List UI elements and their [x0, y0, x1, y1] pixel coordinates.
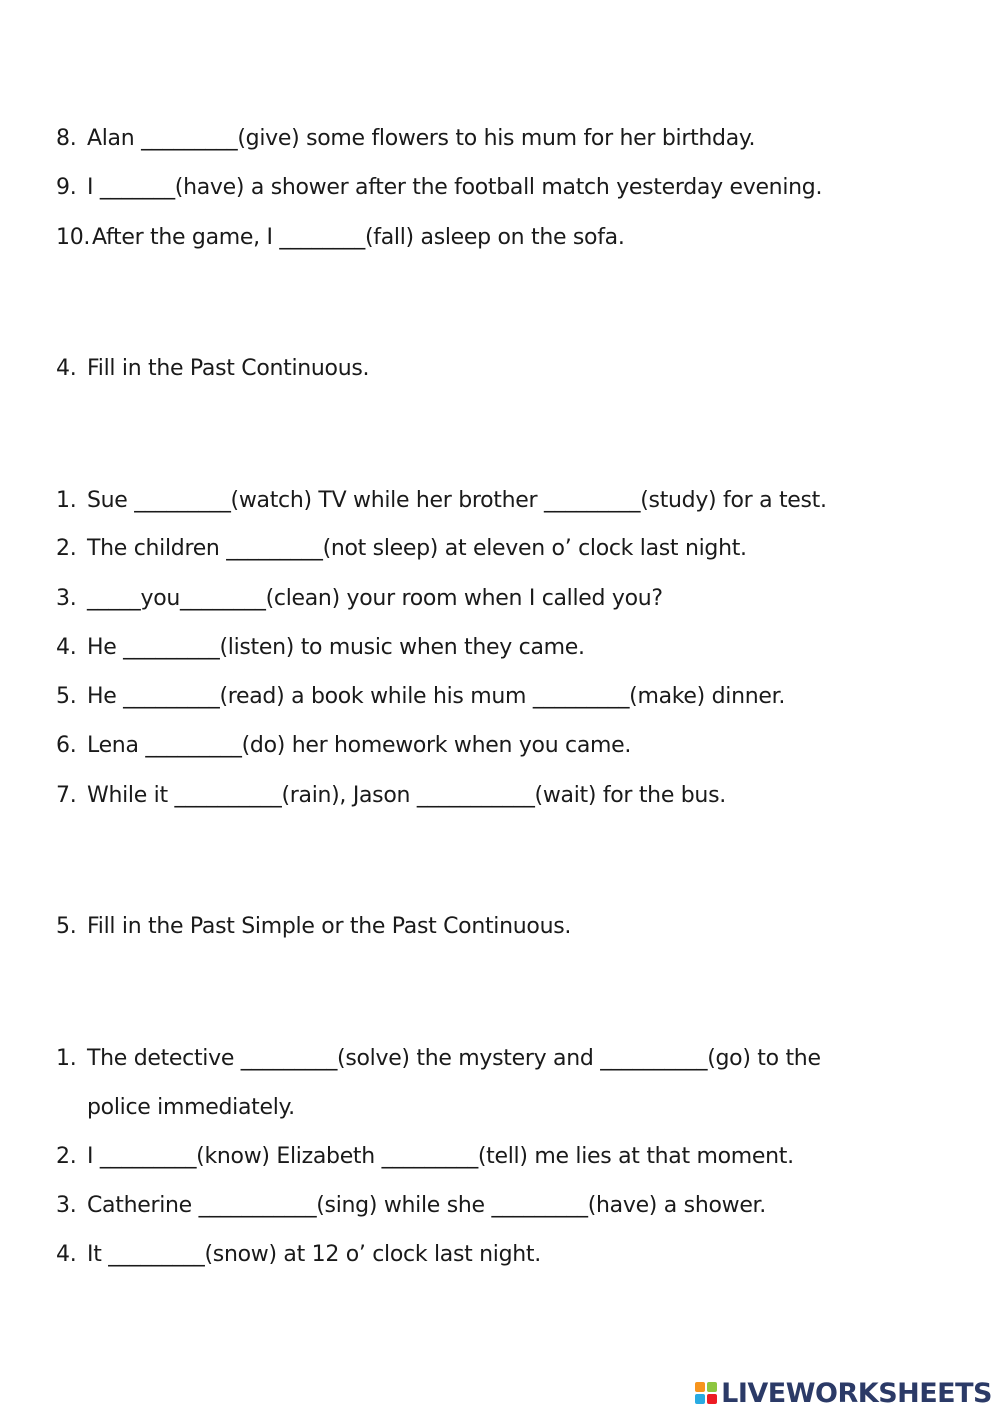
item-number: 9.: [56, 175, 77, 200]
exercise-item: [56, 223, 625, 253]
item-number: 8.: [56, 126, 77, 151]
item-continuation: police immediately.: [87, 1095, 295, 1120]
section-title: Fill in the Past Simple or the Past Continuous.: [87, 914, 572, 939]
exercise-item: [56, 682, 785, 712]
item-text: It _________(snow) at 12 o’ clock last night.: [87, 1242, 541, 1267]
item-number: 4.: [56, 635, 77, 660]
section-number: 5.: [56, 914, 77, 939]
section-heading: [56, 354, 369, 384]
item-text: While it __________(rain), Jason ___________(wait) for the bus.: [87, 783, 726, 808]
item-text: The detective _________(solve) the mystery and __________(go) to the: [87, 1046, 821, 1071]
exercise-item: [56, 584, 663, 614]
item-number: 1.: [56, 488, 77, 513]
liveworksheets-logo: [695, 1377, 992, 1409]
item-number: 7.: [56, 783, 77, 808]
item-number: 3.: [56, 1193, 77, 1218]
item-text: I _______(have) a shower after the football match yesterday evening.: [87, 175, 823, 200]
item-text: I _________(know) Elizabeth _________(tell) me lies at that moment.: [87, 1144, 794, 1169]
exercise-item: [56, 1240, 541, 1270]
section-heading: [56, 912, 571, 942]
section-title: Fill in the Past Continuous.: [87, 356, 370, 381]
exercise-item: [56, 1142, 794, 1172]
item-number: 4.: [56, 1242, 77, 1267]
exercise-item: [56, 173, 822, 203]
item-number: 5.: [56, 684, 77, 709]
item-text: Lena _________(do) her homework when you came.: [87, 733, 632, 758]
item-text: After the game, I ________(fall) asleep on the sofa.: [92, 225, 625, 250]
item-number: 2.: [56, 1144, 77, 1169]
item-text: Catherine ___________(sing) while she _________(have) a shower.: [87, 1193, 766, 1218]
item-number: 1.: [56, 1046, 77, 1071]
logo-text: LIVEWORKSHEETS: [721, 1377, 992, 1409]
item-number: 6.: [56, 733, 77, 758]
exercise-item: [56, 781, 726, 811]
item-text: He _________(listen) to music when they came.: [87, 635, 585, 660]
exercise-item: [56, 1191, 766, 1221]
section-number: 4.: [56, 356, 77, 381]
item-text: The children _________(not sleep) at eleven o’ clock last night.: [87, 536, 747, 561]
item-number: 2.: [56, 536, 77, 561]
exercise-item: [56, 1044, 821, 1074]
item-number: 10.: [56, 225, 91, 250]
item-text: _____you________(clean) your room when I called you?: [87, 586, 663, 611]
item-number: 3.: [56, 586, 77, 611]
item-text: He _________(read) a book while his mum _________(make) dinner.: [87, 684, 786, 709]
item-text: Alan _________(give) some flowers to his mum for her birthday.: [87, 126, 756, 151]
exercise-item: [56, 534, 747, 564]
exercise-item: [56, 633, 585, 663]
exercise-item: [56, 124, 755, 154]
logo-squares-icon: [695, 1382, 717, 1404]
exercise-item: [56, 486, 827, 516]
exercise-item: [56, 731, 631, 761]
item-text: Sue _________(watch) TV while her brother _________(study) for a test.: [87, 488, 827, 513]
